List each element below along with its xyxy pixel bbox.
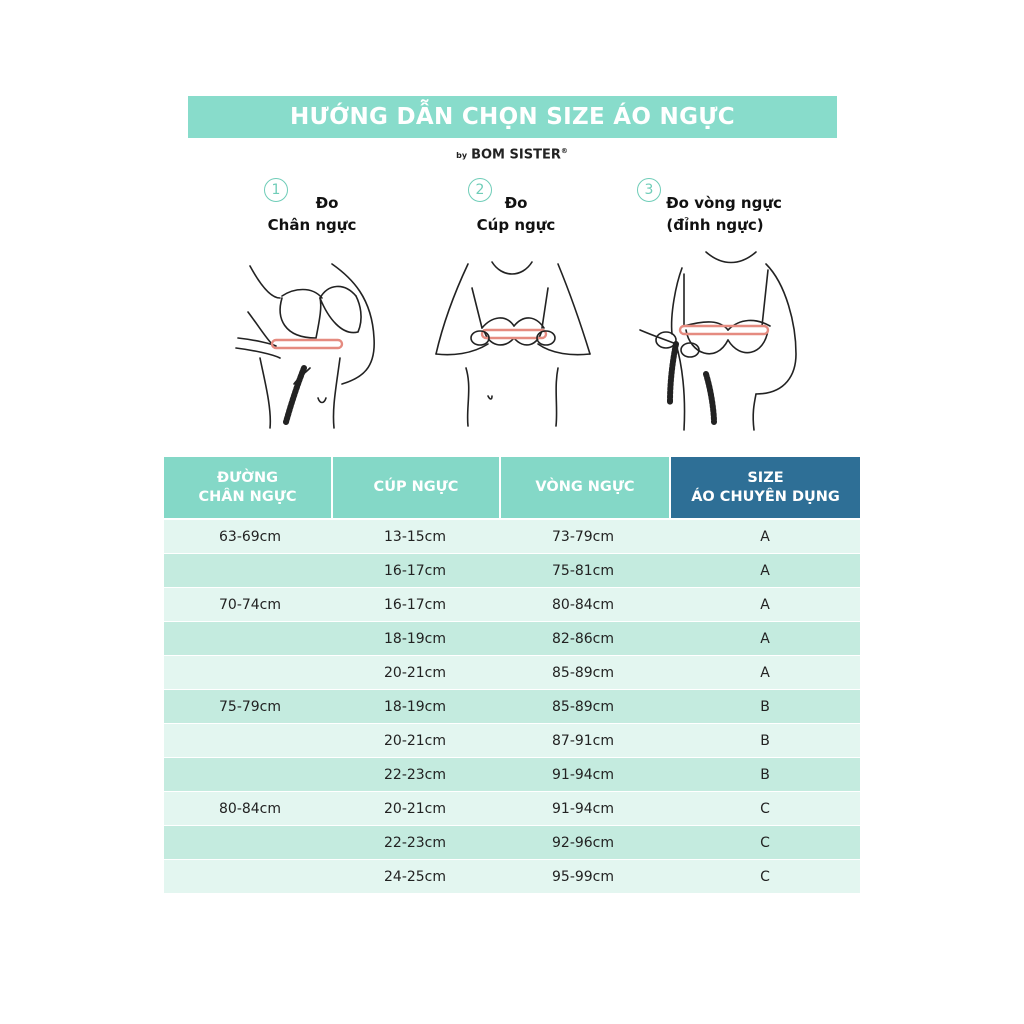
cell-underbust [164, 826, 332, 860]
header-size [670, 457, 860, 519]
cell-underbust [164, 656, 332, 690]
cell-underbust [164, 622, 332, 656]
cell-underbust: 70-74cm [164, 588, 332, 622]
step-1-label [262, 182, 362, 236]
header-underbust-line2: CHÂN NGỰC [198, 488, 297, 505]
cell-bust: 95-99cm [500, 860, 670, 894]
header-size-line1: SIZE [747, 469, 784, 486]
step-3-number: 3 [637, 178, 661, 202]
cell-cup: 18-19cm [332, 622, 500, 656]
cell-bust: 73-79cm [500, 519, 670, 554]
table-row [164, 690, 860, 724]
step-2-line1: Đo [504, 194, 528, 212]
cell-size: C [670, 860, 860, 894]
registered-mark: ® [560, 147, 568, 155]
cell-bust: 92-96cm [500, 826, 670, 860]
cell-cup: 20-21cm [332, 656, 500, 690]
cup-measure-illustration [432, 258, 592, 430]
step-1-number: 1 [264, 178, 288, 202]
table-row [164, 554, 860, 588]
cell-bust: 91-94cm [500, 792, 670, 826]
header-bust-line1: VÒNG NGỰC [535, 479, 635, 495]
cell-underbust [164, 758, 332, 792]
header-cup [332, 457, 500, 519]
title-banner [188, 96, 837, 138]
cell-cup: 13-15cm [332, 519, 500, 554]
cell-size: A [670, 519, 860, 554]
header-bust [500, 457, 670, 519]
table-header-row [164, 457, 860, 519]
cell-underbust: 75-79cm [164, 690, 332, 724]
size-table [164, 457, 860, 893]
cell-bust: 91-94cm [500, 758, 670, 792]
header-cup-line1: CÚP NGỰC [373, 479, 459, 495]
step-1-line1: Đo [315, 194, 339, 212]
table-row [164, 792, 860, 826]
cell-cup: 24-25cm [332, 860, 500, 894]
cell-cup: 20-21cm [332, 792, 500, 826]
cell-size: B [670, 758, 860, 792]
brand-by: by [456, 151, 468, 161]
table-row [164, 826, 860, 860]
table-row [164, 860, 860, 894]
table-row [164, 622, 860, 656]
cell-underbust: 80-84cm [164, 792, 332, 826]
cell-cup: 16-17cm [332, 588, 500, 622]
header-size-line2: ÁO CHUYÊN DỤNG [691, 488, 840, 505]
cell-bust: 82-86cm [500, 622, 670, 656]
step-1-line2: Chân ngực [267, 216, 357, 234]
brand-name: BOM SISTER [471, 147, 561, 163]
cell-cup: 18-19cm [332, 690, 500, 724]
cell-size: C [670, 792, 860, 826]
cell-underbust [164, 724, 332, 758]
step-2-label [466, 182, 566, 236]
cell-underbust [164, 860, 332, 894]
cell-bust: 75-81cm [500, 554, 670, 588]
cell-cup: 20-21cm [332, 724, 500, 758]
step-2-number: 2 [468, 178, 492, 202]
step-2-line2: Cúp ngực [476, 216, 556, 234]
cell-size: B [670, 724, 860, 758]
cell-bust: 85-89cm [500, 690, 670, 724]
step-3-label [640, 182, 790, 236]
underbust-measure-illustration [232, 258, 382, 430]
table-row [164, 519, 860, 554]
step-3-line2: (đỉnh ngực) [666, 216, 764, 234]
cell-size: A [670, 588, 860, 622]
cell-cup: 22-23cm [332, 826, 500, 860]
table-row [164, 724, 860, 758]
bust-measure-illustration [636, 244, 804, 434]
cell-size: A [670, 554, 860, 588]
cell-cup: 22-23cm [332, 758, 500, 792]
cell-size: A [670, 656, 860, 690]
table-row [164, 588, 860, 622]
cell-underbust [164, 554, 332, 588]
cell-underbust: 63-69cm [164, 519, 332, 554]
cell-size: C [670, 826, 860, 860]
cell-size: A [670, 622, 860, 656]
step-3-line1: Đo vòng ngực [666, 194, 782, 212]
cell-bust: 80-84cm [500, 588, 670, 622]
page-title: HƯỚNG DẪN CHỌN SIZE ÁO NGỰC [290, 104, 735, 130]
brand-line [0, 147, 1024, 162]
header-underbust-line1: ĐƯỜNG [217, 469, 278, 486]
table-row [164, 656, 860, 690]
cell-cup: 16-17cm [332, 554, 500, 588]
table-row [164, 758, 860, 792]
cell-bust: 87-91cm [500, 724, 670, 758]
cell-size: B [670, 690, 860, 724]
cell-bust: 85-89cm [500, 656, 670, 690]
header-underbust [164, 457, 332, 519]
